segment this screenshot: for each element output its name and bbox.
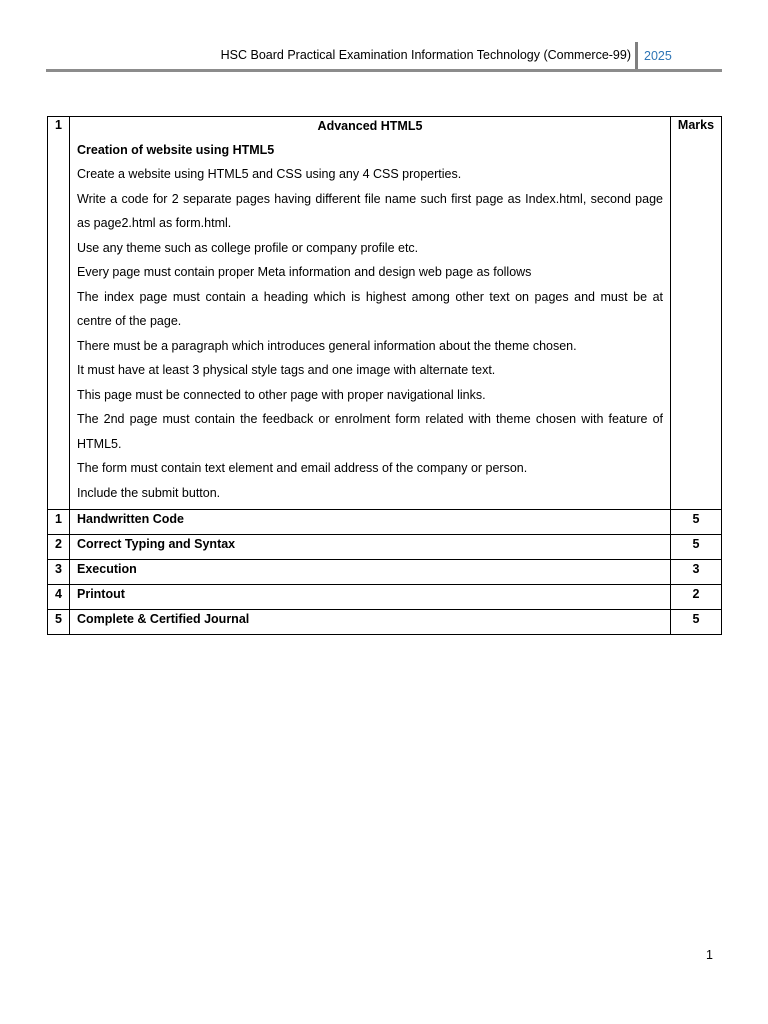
- criteria-marks: 2: [692, 587, 700, 601]
- criteria-marks-cell: [671, 560, 722, 585]
- task-line: It must have at least 3 physical style tags and one image with alternate text.: [77, 363, 496, 377]
- page-number: 1: [706, 948, 713, 962]
- criteria-label: Correct Typing and Syntax: [77, 537, 236, 551]
- practical-table: [47, 116, 722, 635]
- criteria-label-cell: [70, 585, 671, 610]
- task-line: Use any theme such as college profile or company profile etc.: [77, 240, 419, 255]
- task-description: [70, 117, 671, 510]
- criteria-row: [48, 560, 722, 585]
- criteria-marks: 3: [692, 562, 700, 576]
- criteria-marks-cell: [671, 535, 722, 560]
- task-line: Create a website using HTML5 and CSS using any 4 CSS properties.: [77, 167, 462, 181]
- criteria-number-text: 1: [55, 512, 62, 526]
- criteria-row: [48, 535, 722, 560]
- header-year: 2025: [644, 49, 672, 63]
- criteria-label-cell: [70, 560, 671, 585]
- criteria-label-cell: [70, 510, 671, 535]
- criteria-label: Execution: [77, 562, 137, 576]
- task-number: 1: [48, 117, 70, 510]
- criteria-number: [48, 510, 70, 535]
- criteria-number-text: 4: [55, 587, 62, 601]
- criteria-label-cell: [70, 610, 671, 635]
- criteria-number-text: 5: [55, 612, 62, 626]
- task-line: The form must contain text element and email address of the company or person.: [77, 461, 528, 475]
- criteria-number: [48, 610, 70, 635]
- criteria-label: Handwritten Code: [77, 512, 184, 526]
- task-line: The index page must contain a heading which is highest among other text on pages and must be at centre of the page.: [77, 289, 663, 328]
- criteria-marks-cell: [671, 510, 722, 535]
- criteria-row: [48, 510, 722, 535]
- header-separator: [635, 42, 638, 70]
- task-line: Write a code for 2 separate pages having different file name such first page as Index.html, second page as page2.html as form.html.: [77, 191, 663, 230]
- task-subtitle: Creation of website using HTML5: [77, 143, 275, 157]
- task-line: There must be a paragraph which introduces general information about the theme chosen.: [77, 338, 577, 353]
- criteria-label: Printout: [77, 587, 125, 601]
- criteria-number: [48, 585, 70, 610]
- criteria-number-text: 2: [55, 537, 62, 551]
- task-line: Every page must contain proper Meta information and design web page as follows: [77, 265, 532, 279]
- criteria-label: Complete & Certified Journal: [77, 612, 250, 626]
- page-header: [46, 42, 722, 72]
- criteria-marks: 5: [692, 537, 700, 551]
- criteria-marks-cell: [671, 610, 722, 635]
- task-line: Include the submit button.: [77, 485, 221, 500]
- criteria-marks-cell: [671, 585, 722, 610]
- task-row: [48, 117, 722, 510]
- task-line: The 2nd page must contain the feedback or enrolment form related with theme chosen with feature of HTML5.: [77, 412, 663, 451]
- criteria-row: [48, 585, 722, 610]
- task-title: Advanced HTML5: [317, 119, 423, 133]
- criteria-number: [48, 560, 70, 585]
- criteria-marks: 5: [692, 512, 700, 526]
- criteria-number: [48, 535, 70, 560]
- criteria-row: [48, 610, 722, 635]
- marks-header: Marks: [671, 117, 722, 510]
- criteria-label-cell: [70, 535, 671, 560]
- criteria-marks: 5: [692, 612, 700, 626]
- header-title: HSC Board Practical Examination Information Technology (Commerce-99): [220, 48, 631, 62]
- criteria-number-text: 3: [55, 562, 62, 576]
- task-line: This page must be connected to other page with proper navigational links.: [77, 387, 486, 402]
- header-rule: [46, 69, 722, 72]
